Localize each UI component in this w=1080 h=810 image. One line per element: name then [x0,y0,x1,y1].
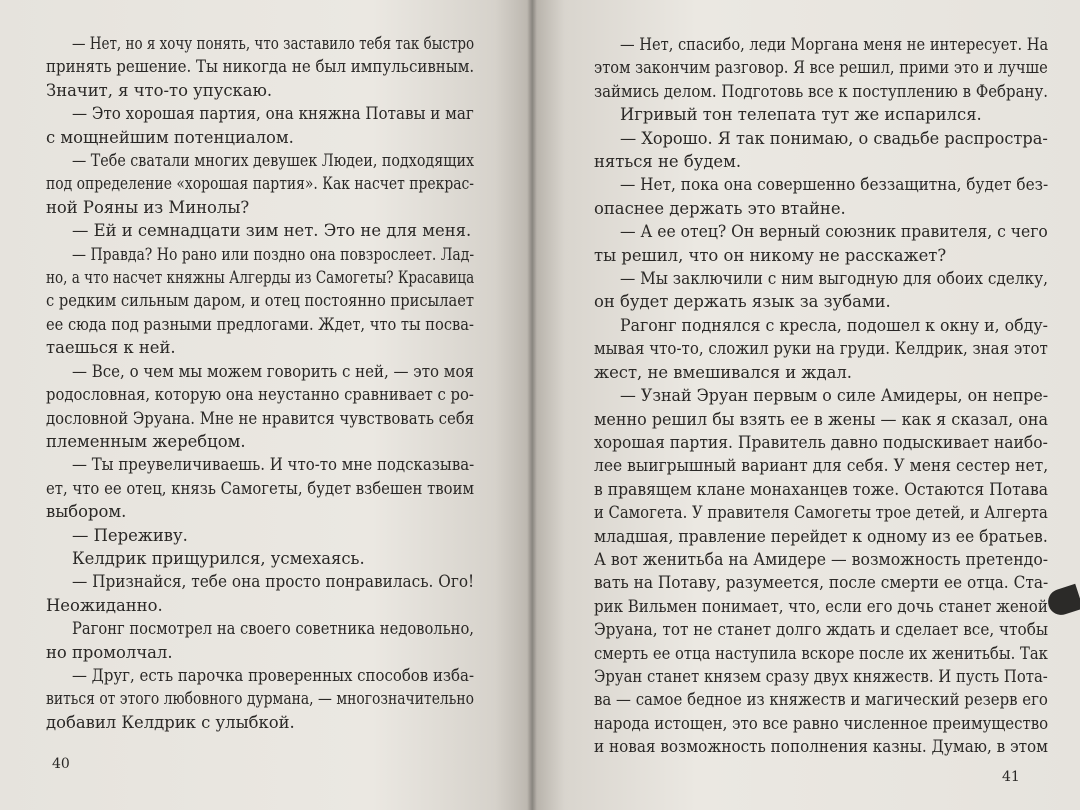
text-line: лее выигрышный вариант для себя. У меня сестер нет, [594,456,1049,476]
text-line: и Самогета. У правителя Самогеты трое детей, и Алгерта [594,503,1048,523]
text-line: этом закончим разговор. Я все решил, прими это и лучше [594,58,1048,78]
text-line: опаснее держать это втайне. [594,198,846,218]
text-line: А вот женитьба на Амидере — возможность претендо- [594,549,1049,569]
right-page-text [594,33,1048,759]
text-line: он будет держать язык за зубами. [594,292,891,312]
text-line: смерть ее отца наступила вскоре после их женитьбы. Так [594,643,1048,663]
text-line: ва — самое бедное из княжеств и магический резерв его [594,690,1048,710]
text-line: Келдрик прищурился, усмехаясь. [72,548,365,568]
left-page [0,0,532,810]
text-line: Значит, я что-то упускаю. [46,80,273,100]
text-line: менно решил бы взять ее в жены — как я сказал, она [594,409,1049,429]
text-line: Рагонг поднялся с кресла, подошел к окну и, обду- [620,315,1048,335]
text-line: народа истощен, это все равно численное преимущество [594,713,1049,733]
text-line: займись делом. Подготовь все к поступлению в Фебрану. [594,81,1049,101]
text-line: родословная, которую она неустанно сравнивает с ро- [46,385,474,405]
text-line: хорошая партия. Правитель давно подыскивает наибо- [594,432,1048,452]
text-line: мывая что-то, сложил руки на груди. Келдрик, зная этот [594,339,1048,359]
text-line: ты решил, что он никому не расскажет? [594,245,947,265]
text-line: Рагонг посмотрел на своего советника недовольно, [72,619,474,639]
text-line: племенным жеребцом. [46,431,246,451]
text-line: рик Вильмен понимает, что, если его дочь станет женой [594,596,1048,616]
text-line: младшая, правление перейдет к одному из ее братьев. [594,526,1048,546]
text-line: но промолчал. [46,642,173,662]
text-line: — Нет, спасибо, леди Моргана меня не интересует. На [620,35,1049,54]
text-line: дословной Эруана. Мне не нравится чувствовать себя [46,408,475,428]
text-line: — Нет, но я хочу понять, что заставило тебя так быстро [72,34,475,53]
text-line: с редким сильным даром, и отец постоянно присылает [46,291,475,311]
text-line: — Переживу. [72,525,188,545]
text-line: — Это хорошая партия, она княжна Потавы и маг [72,104,474,124]
text-line: ной Рояны из Минолы? [46,197,250,217]
page-number-left: 40 [52,756,70,772]
text-line: Эруан станет князем сразу двух княжеств. И пусть Пота- [594,666,1048,686]
text-line: Неожиданно. [46,595,163,615]
text-line: — Тебе сватали многих девушек Людеи, подходящих [72,151,474,171]
text-line: вать на Потаву, разумеется, после смерти ее отца. Ста- [594,573,1049,593]
right-page [532,0,1080,810]
text-line: под определение «хорошая партия». Как насчет прекрас- [46,174,475,194]
text-line: — Узнай Эруан первым о силе Амидеры, он непре- [620,386,1049,406]
text-line: няться не будем. [594,152,742,172]
text-line: — А ее отец? Он верный союзник правителя, с чего [620,222,1048,242]
text-line: виться от этого любовного дурмана, — многозначительно [46,689,474,709]
text-line: — Все, о чем мы можем говорить с ней, — это моя [72,361,474,381]
text-line: — Признайся, тебе она просто понравилась. Ого! [72,572,475,592]
text-line: выбором. [46,502,127,522]
text-line: — Хорошо. Я так понимаю, о свадьбе распростра- [620,128,1048,148]
book-gutter [527,0,537,810]
dark-object-edge [1045,584,1080,619]
text-line: ее сюда под разными предлогами. Ждет, что ты посва- [46,314,474,334]
text-line: — Друг, есть парочка проверенных способов изба- [72,665,474,685]
text-line: — Нет, пока она совершенно беззащитна, будет без- [620,175,1049,195]
text-line: и новая возможность пополнения казны. Думаю, в этом [594,737,1049,757]
text-line: добавил Келдрик с улыбкой. [46,712,295,732]
text-line: но, а что насчет княжны Алгерды из Самогеты? Красавица [46,268,475,288]
text-line: Игривый тон телепата тут же испарился. [620,105,982,125]
text-line: — Ты преувеличиваешь. И что-то мне подсказыва- [72,455,475,475]
text-line: — Правда? Но рано или поздно она повзрослеет. Лад- [72,244,475,264]
text-line: — Мы заключили с ним выгодную для обоих сделку, [620,269,1048,289]
left-page-text [46,32,474,734]
text-line: Эруана, тот не станет долго ждать и сделает все, чтобы [594,620,1049,640]
page-number-right: 41 [1002,769,1020,785]
text-line: принять решение. Ты никогда не был импульсивным. [46,57,475,77]
text-line: жест, не вмешивался и ждал. [594,362,852,382]
text-line: ет, что ее отец, князь Самогеты, будет взбешен твоим [46,478,475,498]
text-line: — Ей и семнадцати зим нет. Это не для меня. [72,221,472,241]
text-line: в правящем клане монаханцев тоже. Остаются Потава [594,479,1049,499]
text-line: с мощнейшим потенциалом. [46,127,294,147]
text-line: таешься к ней. [46,338,176,358]
